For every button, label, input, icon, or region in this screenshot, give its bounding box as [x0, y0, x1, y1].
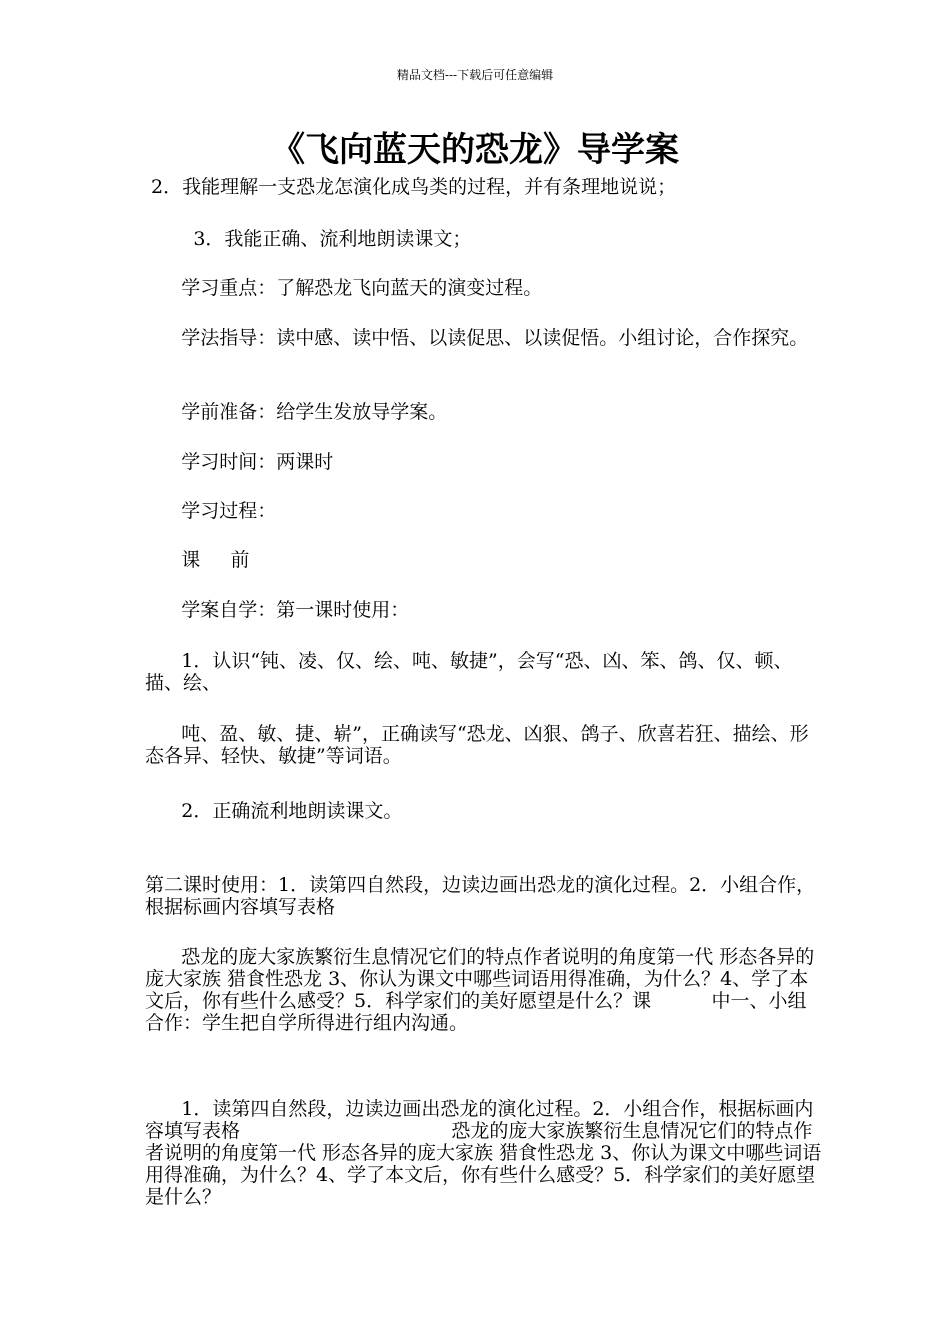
- paragraph-method: 学法指导：读中感、读中悟、以读促思、以读促悟。小组讨论，合作探究。: [145, 327, 809, 349]
- paragraph-goal-3: 3．我能正确、流利地朗读课文；: [145, 228, 472, 250]
- paragraph-repeat-tasks: 1．读第四自然段，边读边画出恐龙的演化过程。2．小组合作，根据标画内容填写表格 恐龙的庞大家族繁衍生息情况它们的特点作者说明的角度第一代 形态各异的庞大家族 猎食性恐龙 3、你认为课文中哪些词语用得准确，为什么？4、学了本文后，你有些什么感受？5．科学家们的美好愿望是什么？: [145, 1098, 822, 1208]
- paragraph-preparation: 学前准备：给学生发放导学案。: [145, 401, 448, 423]
- paragraph-dinosaur-family: 恐龙的庞大家族繁衍生息情况它们的特点作者说明的角度第一代 形态各异的庞大家族 猎食性恐龙 3、你认为课文中哪些词语用得准确，为什么？4、学了本文后，你有些什么感受？5．科学家们的美好愿望是什么？课 中一、小组合作：学生把自学所得进行组内沟通。: [145, 946, 815, 1034]
- paragraph-before-class: 课 前: [145, 549, 250, 571]
- paragraph-self-study: 学案自学：第一课时使用：: [145, 599, 410, 621]
- paragraph-words: 吨、盈、敏、捷、崭”，正确读写“恐龙、凶狠、鸽子、欣喜若狂、描绘、形态各异、轻快、敏捷”等词语。: [145, 723, 809, 767]
- document-title: 《飞向蓝天的恐龙》导学案: [271, 130, 679, 170]
- paragraph-second-lesson: 第二课时使用：1．读第四自然段，边读边画出恐龙的演化过程。2．小组合作，根据标画内容填写表格: [145, 874, 816, 918]
- paragraph-key-point: 学习重点：了解恐龙飞向蓝天的演变过程。: [145, 277, 543, 299]
- paragraph-goal-2: 2．我能理解一支恐龙怎演化成鸟类的过程，并有条理地说说；: [145, 176, 677, 198]
- paragraph-characters: 1．认识“钝、凌、仅、绘、吨、敏捷”，会写“恐、凶、笨、鸽、仅、顿、描、绘、: [145, 650, 793, 694]
- paragraph-process: 学习过程：: [145, 500, 277, 522]
- header-note: 精品文档---下载后可任意编辑: [396, 68, 554, 82]
- paragraph-time: 学习时间：两课时: [145, 451, 334, 473]
- paragraph-read-aloud: 2．正确流利地朗读课文。: [145, 800, 403, 822]
